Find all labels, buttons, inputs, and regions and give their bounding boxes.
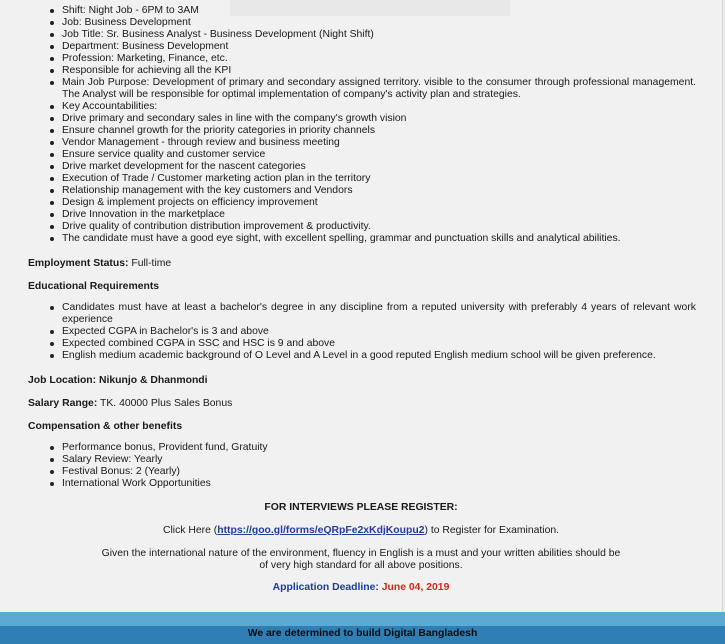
list-item: Expected combined CGPA in SSC and HSC is 9 and above — [62, 338, 722, 350]
list-item: Candidates must have at least a bachelor's degree in any discipline from a reputed university with preferably 4 years of relevant work experience — [62, 302, 722, 326]
register-pre: Click Here ( — [162, 525, 218, 536]
list-item: Responsible for achieving all the KPI — [62, 65, 722, 77]
list-item: Festival Bonus: 2 (Yearly) — [62, 466, 722, 478]
job-location — [28, 375, 208, 386]
list-item: Drive market development for the nascent categories — [62, 161, 722, 173]
education-list — [0, 302, 722, 362]
list-item: Execution of Trade / Customer marketing action plan in the territory — [62, 173, 722, 185]
list-item: Drive primary and secondary sales in line with the company's growth vision — [62, 113, 722, 125]
register-heading: FOR INTERVIEWS PLEASE REGISTER: — [264, 502, 458, 513]
list-item: The candidate must have a good eye sight, with excellent spelling, grammar and punctuation skills and analytical abilities. — [62, 233, 722, 245]
english-note: Given the international nature of the environment, fluency in English is a must and your written abilities should be of very high standard for all above positions. — [101, 548, 621, 571]
list-item: Relationship management with the key customers and Vendors — [62, 185, 722, 197]
list-item: English medium academic background of O Level and A Level in a good reputed English medium school will be given preference. — [62, 350, 722, 362]
employment-status — [28, 258, 171, 269]
list-item: Job Title: Sr. Business Analyst - Business Development (Night Shift) — [62, 29, 722, 41]
list-item: Shift: Night Job - 6PM to 3AM — [62, 5, 722, 17]
list-item: Ensure channel growth for the priority categories in priority channels — [62, 125, 722, 137]
deadline-value: June 04, 2019 — [381, 582, 450, 593]
register-post: ) to Register for Examination. — [424, 525, 560, 536]
list-item: Drive Innovation in the marketplace — [62, 209, 722, 221]
deadline-label: Application Deadline: — [272, 582, 379, 593]
list-item: Ensure service quality and customer service — [62, 149, 722, 161]
list-item: International Work Opportunities — [62, 478, 722, 490]
list-item: Drive quality of contribution distribution improvement & productivity. — [62, 221, 722, 233]
register-line — [0, 525, 722, 536]
compensation-list — [0, 442, 722, 490]
employment-value: Full-time — [131, 258, 172, 269]
compensation-heading: Compensation & other benefits — [28, 421, 183, 432]
list-item: Profession: Marketing, Finance, etc. — [62, 53, 722, 65]
salary-range — [28, 398, 232, 409]
list-item: Performance bonus, Provident fund, Gratuity — [62, 442, 722, 454]
list-item: Main Job Purpose: Development of primary and secondary assigned territory. visible to the consumer through professional management. The Analyst will be responsible for optimal implementation of company's activity plan and strategies. — [62, 77, 722, 101]
salary-label: Salary Range: — [28, 398, 98, 409]
employment-label: Employment Status: — [28, 258, 129, 269]
list-item: Key Accountabilities: — [62, 101, 722, 113]
location-label: Job Location: — [28, 375, 97, 386]
list-item: Salary Review: Yearly — [62, 454, 722, 466]
list-item: Design & implement projects on efficiency improvement — [62, 197, 722, 209]
footer-slogan: We are determined to build Digital Bangladesh — [0, 626, 725, 644]
education-heading: Educational Requirements — [28, 281, 160, 292]
list-item: Department: Business Development — [62, 41, 722, 53]
list-item: Expected CGPA in Bachelor's is 3 and above — [62, 326, 722, 338]
list-item: Job: Business Development — [62, 17, 722, 29]
list-item: Vendor Management - through review and business meeting — [62, 137, 722, 149]
salary-value: TK. 40000 Plus Sales Bonus — [100, 398, 233, 409]
footer-band — [0, 612, 725, 626]
duties-list — [0, 5, 722, 245]
location-value: Nikunjo & Dhanmondi — [99, 375, 208, 386]
application-deadline — [0, 582, 722, 593]
registration-link[interactable]: https://goo.gl/forms/eQRpFe2xKdjKoupu2 — [217, 525, 425, 536]
